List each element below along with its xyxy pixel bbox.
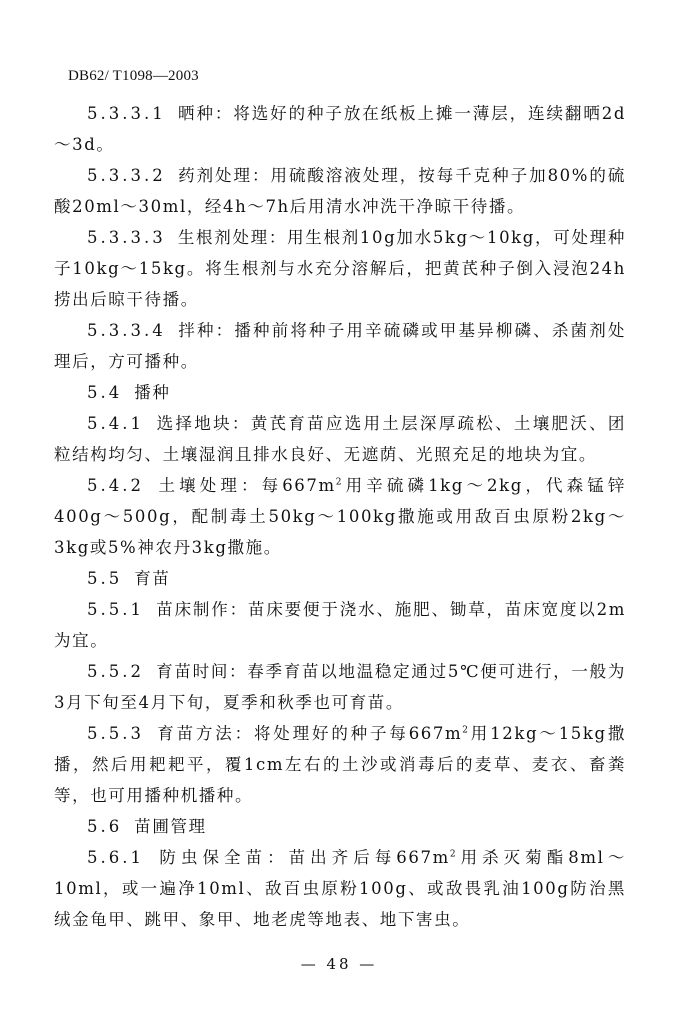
- section-number: 5.6: [87, 817, 123, 836]
- section-title: 播种: [134, 383, 171, 402]
- clause-number: 5.4.1: [87, 414, 144, 433]
- clause-number: 5.3.3.3: [87, 228, 166, 247]
- paragraph-5-3-3-3: [54, 222, 626, 315]
- clause-number: 5.5.2: [87, 662, 144, 681]
- paragraph-5-4-2: [54, 470, 626, 563]
- clause-text: 土壤处理：每667m: [155, 476, 336, 495]
- heading-5-5: [54, 563, 626, 594]
- document-code: DB62/ T1098—2003: [68, 68, 199, 84]
- paragraph-5-5-1: [54, 594, 626, 656]
- section-title: 育苗: [134, 569, 171, 588]
- clause-number: 5.6.1: [87, 848, 144, 867]
- superscript: 2: [462, 725, 470, 736]
- clause-number: 5.5.3: [87, 724, 144, 743]
- clause-text: 药剂处理：用硫酸溶液处理，按每千克种子加80%的硫酸20ml～30ml，经4h～7h后用清水冲洗干净晾干待播。: [54, 166, 626, 216]
- clause-text: 育苗方法：将处理好的种子每667m: [155, 724, 463, 743]
- heading-5-4: [54, 377, 626, 408]
- section-title: 苗圃管理: [134, 817, 207, 836]
- clause-number: 5.5.1: [87, 600, 144, 619]
- clause-number: 5.3.3.4: [87, 321, 166, 340]
- heading-5-6: [54, 811, 626, 842]
- clause-text: 拌种：播种前将种子用辛硫磷或甲基异柳磷、杀菌剂处理后，方可播种。: [54, 321, 626, 371]
- clause-text: 防虫保全苗：苗出齐后每667m: [155, 848, 450, 867]
- section-number: 5.5: [87, 569, 123, 588]
- clause-text-continued: 用12kg～15kg撒播，然后用耙耙平，覆1cm左右的土沙或消毒后的麦草、麦衣、畜粪等，也可用播种机播种。: [54, 724, 626, 805]
- section-number: 5.4: [87, 383, 123, 402]
- clause-text: 晒种：将选好的种子放在纸板上摊一薄层，连续翻晒2d～3d。: [54, 104, 626, 154]
- clause-number: 5.4.2: [87, 476, 144, 495]
- paragraph-5-5-2: [54, 656, 626, 718]
- paragraph-5-4-1: [54, 408, 626, 470]
- clause-text: 育苗时间：春季育苗以地温稳定通过5℃便可进行，一般为3月下旬至4月下旬，夏季和秋季也可育苗。: [54, 662, 626, 712]
- clause-text: 选择地块：黄芪育苗应选用土层深厚疏松、土壤肥沃、团粒结构均匀、土壤湿润且排水良好、无遮荫、光照充足的地块为宜。: [54, 414, 626, 464]
- body-text: [54, 98, 626, 935]
- clause-text: 苗床制作：苗床要便于浇水、施肥、锄草，苗床宽度以2m为宜。: [54, 600, 626, 650]
- paragraph-5-5-3: [54, 718, 626, 811]
- superscript: 2: [449, 849, 458, 860]
- superscript: 2: [335, 477, 344, 488]
- clause-text: 生根剂处理：用生根剂10g加水5kg～10kg，可处理种子10kg～15kg。将生根剂与水充分溶解后，把黄芪种子倒入浸泡24h捞出后晾干待播。: [54, 228, 626, 309]
- clause-number: 5.3.3.2: [87, 166, 166, 185]
- paragraph-5-3-3-1: [54, 98, 626, 160]
- clause-text-continued: 用辛硫磷1kg～2kg，代森锰锌400g～500g，配制毒土50kg～100kg撒施或用敌百虫原粉2kg～3kg或5%神农丹3kg撒施。: [54, 476, 627, 557]
- clause-number: 5.3.3.1: [87, 104, 166, 123]
- paragraph-5-6-1: [54, 842, 626, 935]
- paragraph-5-3-3-2: [54, 160, 626, 222]
- paragraph-5-3-3-4: [54, 315, 626, 377]
- clause-text-continued: 用杀灭菊酯8ml～10ml，或一遍净10ml、敌百虫原粉100g、或敌畏乳油100g防治黑绒金龟甲、跳甲、象甲、地老虎等地表、地下害虫。: [54, 848, 627, 929]
- page-number: — 48 —: [300, 955, 378, 973]
